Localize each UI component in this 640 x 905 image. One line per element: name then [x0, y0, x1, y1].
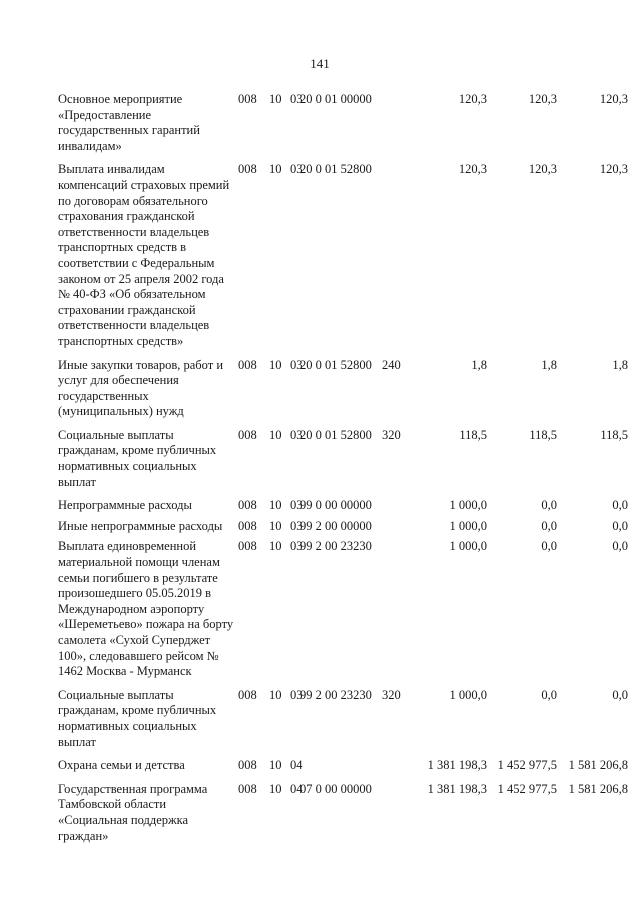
row-vr: 320: [382, 427, 401, 442]
table-row: [58, 782, 628, 844]
table-row: [58, 758, 628, 774]
row-csr: 99 2 00 23230: [300, 687, 372, 702]
row-name: Иные закупки товаров, работ и услуг для обеспечения государственных (муниципальных) нужд: [58, 357, 224, 419]
row-rz: 10: [269, 687, 282, 702]
row-amount-year1: 120,3: [458, 162, 487, 177]
row-csr: 99 2 00 23230: [300, 539, 372, 554]
row-pr: 03: [290, 518, 303, 533]
row-amount-year2: 120,3: [528, 92, 557, 106]
row-amount-year2: 120,3: [528, 162, 557, 177]
budget-table: [58, 92, 628, 844]
row-amount-year1: 1 000,0: [449, 539, 487, 554]
row-pr: 03: [290, 427, 303, 442]
table-row: [58, 498, 628, 514]
row-amount-year3: 120,3: [599, 92, 628, 106]
table-row: [58, 539, 628, 679]
row-name: Государственная программа Тамбовской области «Социальная поддержка граждан»: [58, 781, 208, 843]
row-amount-year3: 1 581 206,8: [568, 781, 628, 796]
row-amount-year3: 0,0: [612, 498, 628, 513]
row-ved: 008: [238, 427, 257, 442]
row-amount-year2: 1,8: [541, 357, 557, 372]
row-ved: 008: [238, 92, 257, 106]
row-csr: 99 0 00 00000: [300, 498, 372, 513]
row-pr: 03: [290, 498, 303, 513]
row-rz: 10: [269, 357, 282, 372]
row-ved: 008: [238, 687, 257, 702]
row-amount-year2: 1 452 977,5: [497, 758, 557, 773]
row-name: Социальные выплаты гражданам, кроме публичных нормативных социальных выплат: [58, 427, 217, 489]
row-amount-year3: 1,8: [612, 357, 628, 372]
row-ved: 008: [238, 357, 257, 372]
row-ved: 008: [238, 162, 257, 177]
table-row: [58, 162, 628, 349]
row-amount-year3: 0,0: [612, 539, 628, 554]
row-name: Непрограммные расходы: [58, 498, 192, 513]
row-amount-year2: 0,0: [541, 518, 557, 533]
row-pr: 04: [290, 781, 303, 796]
row-rz: 10: [269, 518, 282, 533]
row-amount-year1: 120,3: [458, 92, 487, 106]
row-amount-year3: 0,0: [612, 518, 628, 533]
row-amount-year1: 1 000,0: [449, 518, 487, 533]
row-amount-year1: 1 000,0: [449, 498, 487, 513]
table-row: [58, 519, 628, 535]
row-rz: 10: [269, 162, 282, 177]
row-ved: 008: [238, 758, 257, 773]
row-csr: 20 0 01 52800: [300, 357, 372, 372]
row-rz: 10: [269, 427, 282, 442]
table-row: [58, 688, 628, 750]
row-amount-year2: 0,0: [541, 498, 557, 513]
table-row: [58, 92, 628, 154]
table-row: [58, 428, 628, 490]
row-amount-year1: 1 381 198,3: [427, 758, 487, 773]
row-vr: 240: [382, 357, 401, 372]
row-csr: 20 0 01 52800: [300, 427, 372, 442]
row-csr: 20 0 01 52800: [300, 162, 372, 177]
row-amount-year2: 118,5: [529, 427, 557, 442]
row-csr: 99 2 00 00000: [300, 518, 372, 533]
page-number: 141: [310, 56, 330, 71]
row-rz: 10: [269, 92, 282, 106]
row-amount-year1: 1 000,0: [449, 687, 487, 702]
row-rz: 10: [269, 539, 282, 554]
row-amount-year2: 1 452 977,5: [497, 781, 557, 796]
row-amount-year2: 0,0: [541, 687, 557, 702]
row-rz: 10: [269, 758, 282, 773]
row-csr: 20 0 01 00000: [300, 92, 372, 106]
row-rz: 10: [269, 498, 282, 513]
row-name: Основное мероприятие «Предоставление государственных гарантий инвалидам»: [58, 92, 200, 153]
row-pr: 03: [290, 539, 303, 554]
row-amount-year3: 118,5: [600, 427, 628, 442]
row-amount-year1: 1,8: [471, 357, 487, 372]
row-amount-year2: 0,0: [541, 539, 557, 554]
row-ved: 008: [238, 539, 257, 554]
row-ved: 008: [238, 498, 257, 513]
row-vr: 320: [382, 687, 401, 702]
row-rz: 10: [269, 781, 282, 796]
row-name: Социальные выплаты гражданам, кроме публичных нормативных социальных выплат: [58, 687, 217, 749]
row-name: Выплата единовременной материальной помощи членам семьи погибшего в результате произошедшего 05.05.2019 в Международном аэропорту «Шереметьево» пожара на борту самолета «Сухой Суперджет 100», следовавшего рейсом № 1462 Москва - Мурманск: [58, 539, 234, 679]
table-row: [58, 358, 628, 420]
row-pr: 03: [290, 92, 303, 106]
row-pr: 03: [290, 357, 303, 372]
row-name: Иные непрограммные расходы: [58, 518, 223, 533]
row-csr: 07 0 00 00000: [300, 781, 372, 796]
row-amount-year3: 1 581 206,8: [568, 758, 628, 773]
row-name: Охрана семьи и детства: [58, 758, 185, 773]
row-amount-year1: 118,5: [459, 427, 487, 442]
row-name: Выплата инвалидам компенсаций страховых премий по договорам обязательного страхования гражданской ответственности владельцев транспортных средств в соответствии с Федеральным законом от 25 апреля 2002 года № 40-ФЗ «Об обязательном страховании гражданской ответственности владельцев транспортных средств»: [58, 162, 230, 348]
row-amount-year1: 1 381 198,3: [427, 781, 487, 796]
row-ved: 008: [238, 781, 257, 796]
row-amount-year3: 120,3: [599, 162, 628, 177]
row-ved: 008: [238, 518, 257, 533]
row-pr: 03: [290, 162, 303, 177]
row-pr: 04: [290, 758, 303, 773]
row-amount-year3: 0,0: [612, 687, 628, 702]
row-pr: 03: [290, 687, 303, 702]
